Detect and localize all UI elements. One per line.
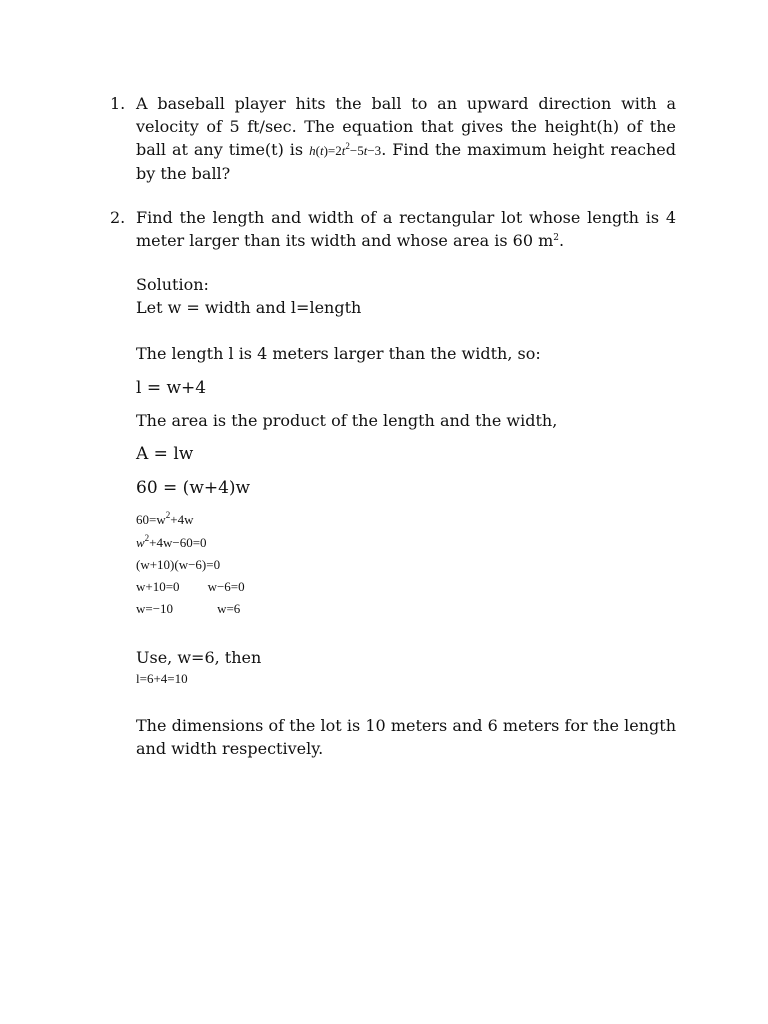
height-equation: $h(t)=2t^2-5t-3$ <box>309 141 382 158</box>
area-statement: The area is the product of the length and the width, <box>136 411 558 430</box>
problem-1 <box>110 92 676 185</box>
conclusion: The dimensions of the lot is 10 meters and 6 meters for the length and width respectively. <box>136 716 676 758</box>
solution-heading: Solution: <box>136 275 209 294</box>
step-5: w=−10 w=6 <box>136 601 241 616</box>
problem-1-text-a: A baseball player hits the ball to an upward direction with a velocity of 5 ft/sec. The equation that gives the height(h) of the ball at any time(t) is <box>136 94 676 159</box>
step-2: $w^2+4w-60=0$ <box>136 533 207 550</box>
problem-1-text-b: . Find the maximum height reached by the ball? <box>136 140 677 183</box>
step-1: $60=w^2+4w$ <box>136 510 194 527</box>
length-statement: The length l is 4 meters larger than the width, so: <box>136 344 541 363</box>
step-4: w+10=0 w−6=0 <box>136 579 245 594</box>
equation-length: l = w+4 <box>136 378 207 398</box>
problem-2 <box>110 206 676 252</box>
length-calculation: l=6+4=10 <box>136 671 188 686</box>
problem-1-text <box>136 92 676 185</box>
let-statement: Let w = width and l=length <box>136 298 362 317</box>
problem-1-number: 1. <box>110 94 126 113</box>
step-3: (w+10)(w−6)=0 <box>136 557 221 572</box>
problem-2-text: Find the length and width of a rectangular lot whose length is 4 meter larger than its width and whose area is 60 $m^2$. <box>136 208 676 250</box>
use-statement: Use, w=6, then <box>136 648 262 667</box>
equation-area: A = lw <box>136 444 194 464</box>
equation-60: 60 = (w+4)w <box>136 478 251 498</box>
problem-2-number: 2. <box>110 208 126 227</box>
